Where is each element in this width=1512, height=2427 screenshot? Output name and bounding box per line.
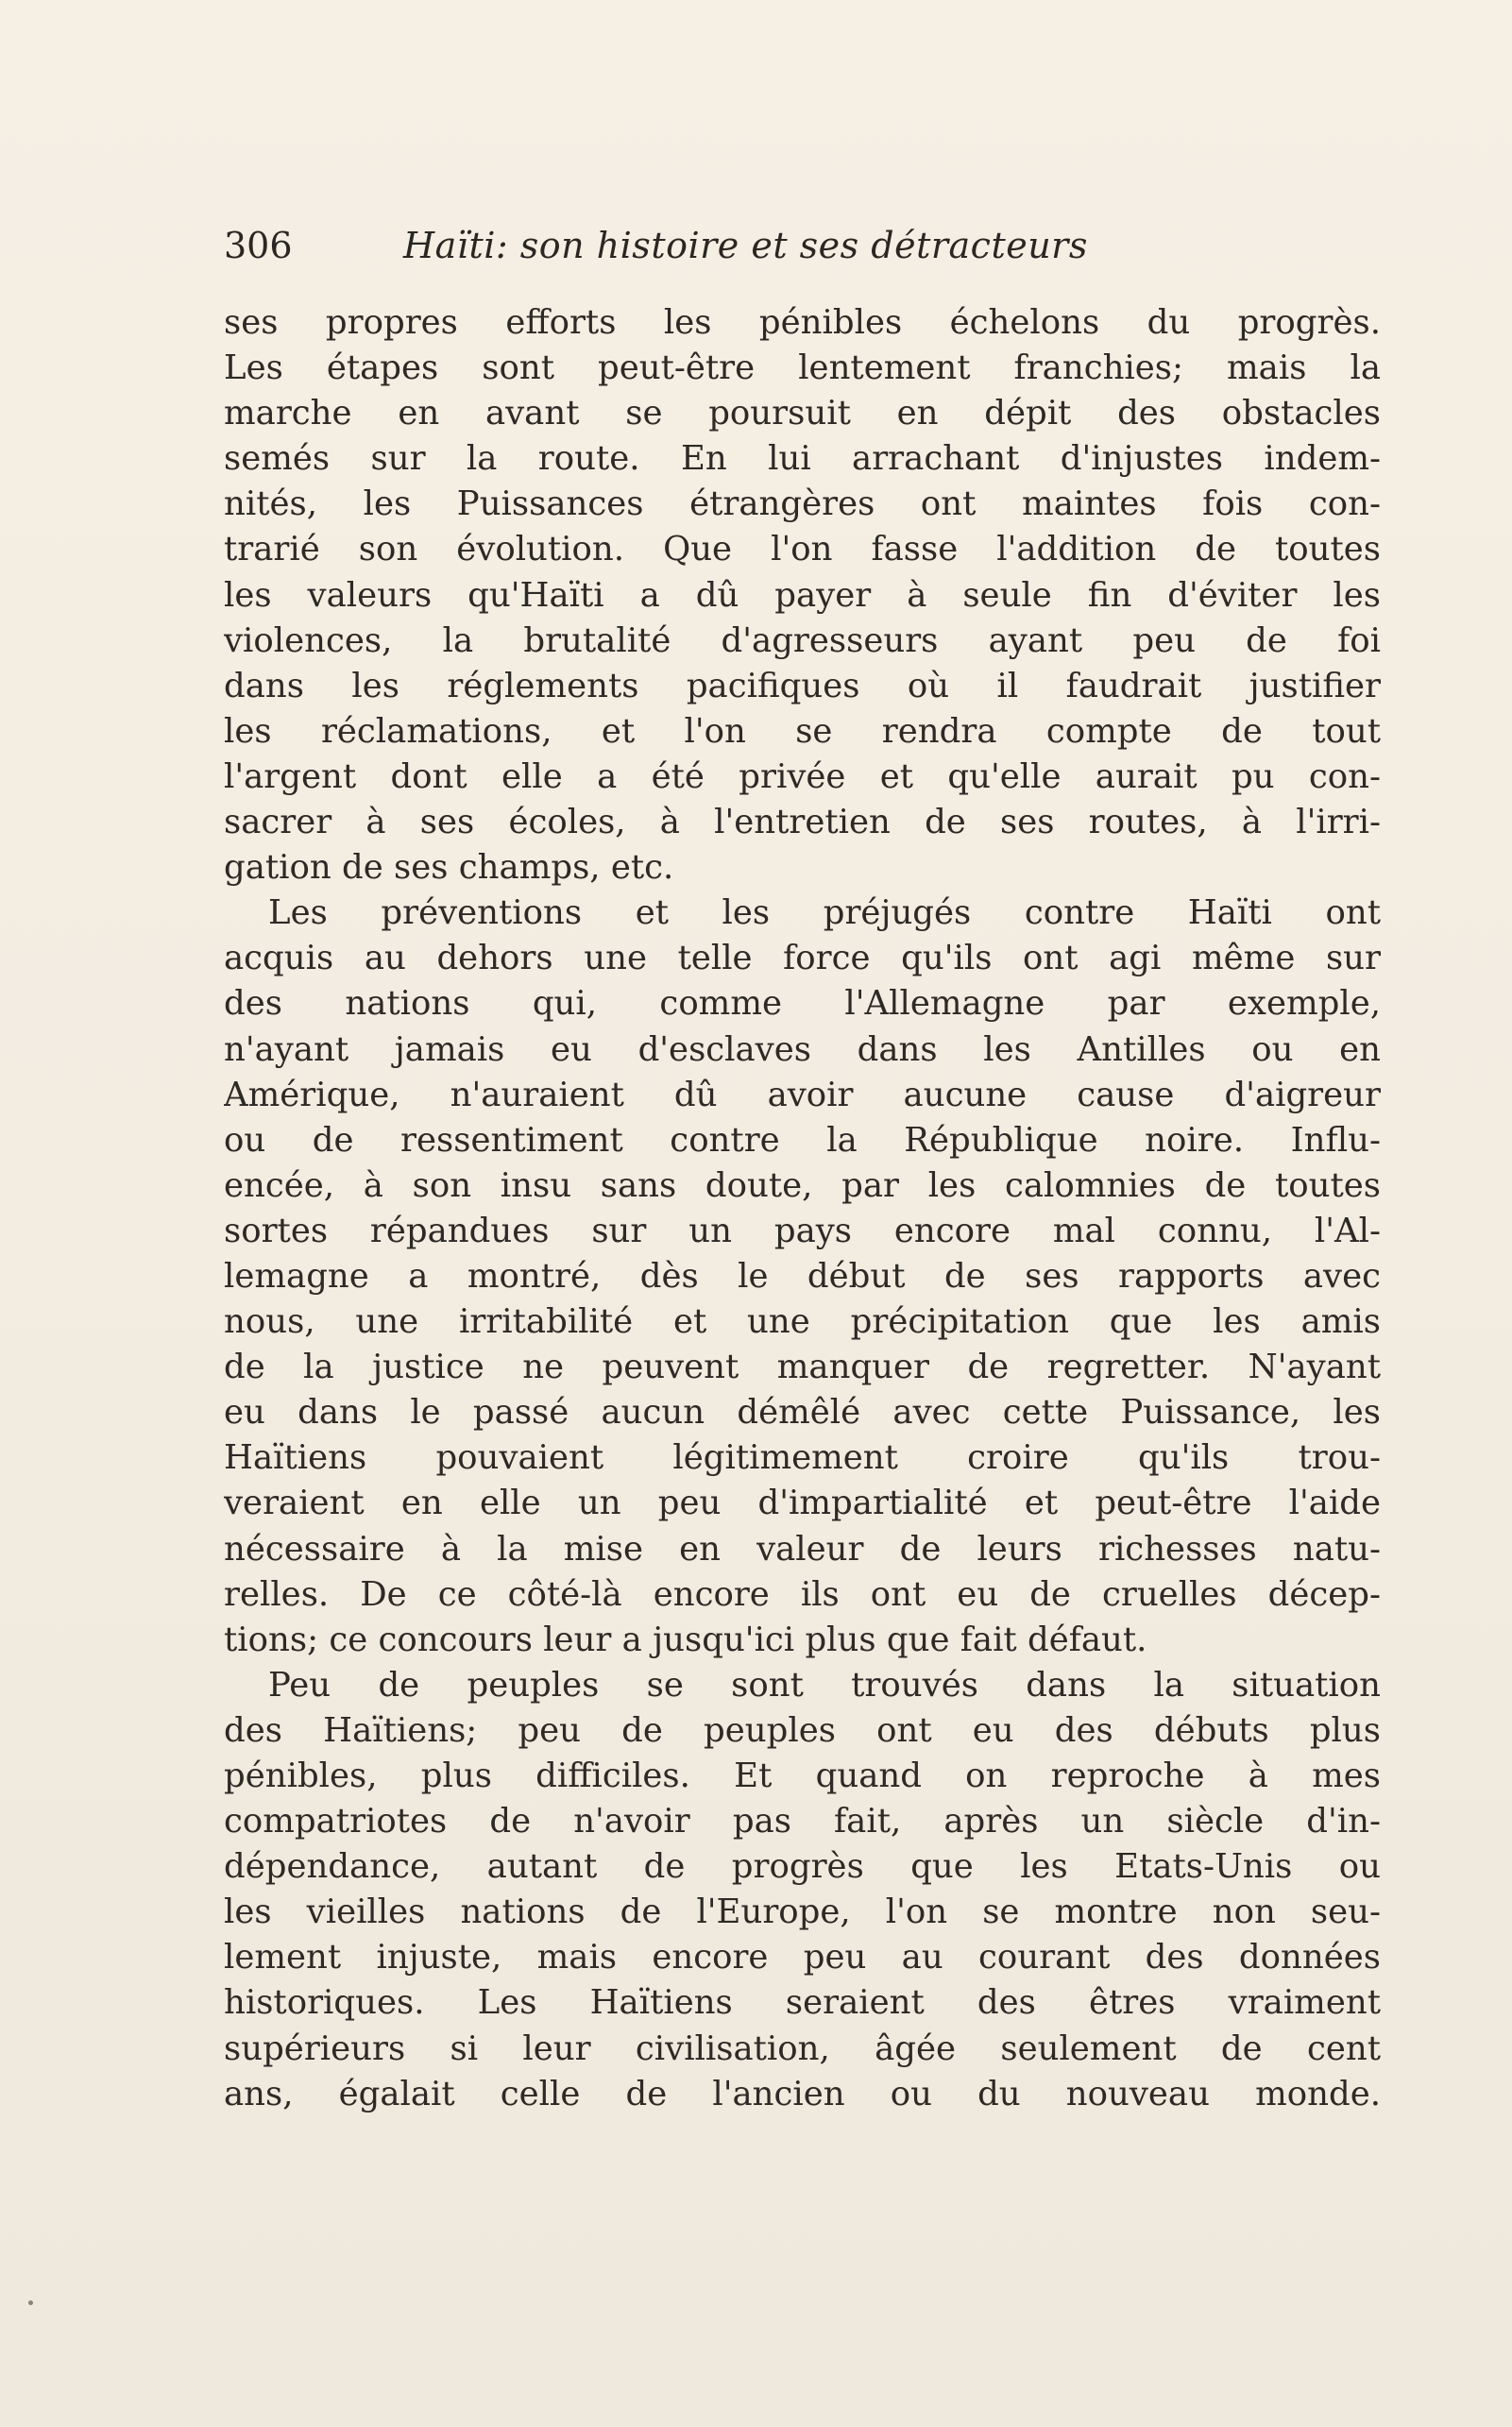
text-line: marche en avant se poursuit en dépit des obstacles bbox=[224, 394, 1381, 433]
text-line: acquis au dehors une telle force qu'ils ont agi même sur bbox=[224, 939, 1381, 978]
text-line: sortes répandues sur un pays encore mal connu, l'Al- bbox=[224, 1211, 1381, 1250]
text-line: lement injuste, mais encore peu au courant des données bbox=[224, 1938, 1381, 1977]
text-line: dépendance, autant de progrès que les Etats-Unis ou bbox=[224, 1847, 1381, 1887]
paragraph-start-line: Les préventions et les préjugés contre Haïti ont bbox=[268, 893, 1381, 933]
text-line: ou de ressentiment contre la République noire. Influ- bbox=[224, 1120, 1381, 1160]
text-line: compatriotes de n'avoir pas fait, après un siècle d'in- bbox=[224, 1802, 1381, 1841]
page-number: 306 bbox=[224, 225, 293, 266]
paragraph-start-line: Peu de peuples se sont trouvés dans la situation bbox=[268, 1665, 1381, 1705]
text-line: tions; ce concours leur a jusqu'ici plus que fait défaut. bbox=[224, 1620, 1147, 1659]
text-line: nécessaire à la mise en valeur de leurs richesses natu- bbox=[224, 1529, 1381, 1569]
running-title: Haïti: son histoire et ses détracteurs bbox=[403, 225, 1088, 266]
text-line: pénibles, plus difficiles. Et quand on reproche à mes bbox=[224, 1757, 1381, 1795]
text-line: des nations qui, comme l'Allemagne par exemple, bbox=[224, 984, 1381, 1024]
text-line: les valeurs qu'Haïti a dû payer à seule fin d'éviter les bbox=[224, 575, 1381, 615]
text-line: relles. De ce côté-là encore ils ont eu de cruelles décep- bbox=[224, 1574, 1381, 1614]
text-line: Les étapes sont peut-être lentement franchies; mais la bbox=[224, 348, 1381, 388]
body-text bbox=[224, 300, 1381, 2117]
text-line: nous, une irritabilité et une précipitation que les amis bbox=[224, 1302, 1381, 1342]
text-line: l'argent dont elle a été privée et qu'elle aurait pu con- bbox=[224, 756, 1381, 796]
text-line: ans, égalait celle de l'ancien ou du nouveau monde. bbox=[224, 2074, 1381, 2113]
text-line: n'ayant jamais eu d'esclaves dans les Antilles ou en bbox=[224, 1029, 1381, 1069]
text-line: historiques. Les Haïtiens seraient des êtres vraiment bbox=[224, 1983, 1381, 2023]
page-header bbox=[224, 219, 1202, 276]
text-line: nités, les Puissances étrangères ont maintes fois con- bbox=[224, 484, 1381, 524]
text-line: gation de ses champs, etc. bbox=[224, 848, 674, 888]
text-line: supérieurs si leur civilisation, âgée seulement de cent bbox=[224, 2028, 1381, 2068]
text-line: de la justice ne peuvent manquer de regretter. N'ayant bbox=[224, 1348, 1381, 1387]
text-line: dans les réglements pacifiques où il faudrait justifier bbox=[224, 666, 1381, 705]
text-line: Amérique, n'auraient dû avoir aucune cause d'aigreur bbox=[224, 1075, 1381, 1114]
text-line: des Haïtiens; peu de peuples ont eu des débuts plus bbox=[224, 1710, 1381, 1750]
text-line: encée, à son insu sans doute, par les calomnies de toutes bbox=[224, 1165, 1381, 1205]
paper-speck bbox=[28, 2300, 33, 2305]
text-line: lemagne a montré, dès le début de ses rapports avec bbox=[224, 1256, 1381, 1296]
text-line: Haïtiens pouvaient légitimement croire qu'ils trou- bbox=[224, 1438, 1381, 1478]
text-line: sacrer à ses écoles, à l'entretien de ses routes, à l'irri- bbox=[224, 803, 1381, 842]
text-line: ses propres efforts les pénibles échelons du progrès. bbox=[224, 303, 1381, 342]
text-line: semés sur la route. En lui arrachant d'injustes indem- bbox=[224, 439, 1381, 479]
text-line: trarié son évolution. Que l'on fasse l'addition de toutes bbox=[224, 530, 1381, 569]
text-line: veraient en elle un peu d'impartialité et peut-être l'aide bbox=[224, 1484, 1381, 1523]
text-line: violences, la brutalité d'agresseurs ayant peu de foi bbox=[224, 620, 1381, 660]
text-line: eu dans le passé aucun démêlé avec cette Puissance, les bbox=[224, 1393, 1381, 1433]
text-line: les réclamations, et l'on se rendra compte de tout bbox=[224, 711, 1381, 751]
text-line: les vieilles nations de l'Europe, l'on se montre non seu- bbox=[224, 1892, 1381, 1932]
